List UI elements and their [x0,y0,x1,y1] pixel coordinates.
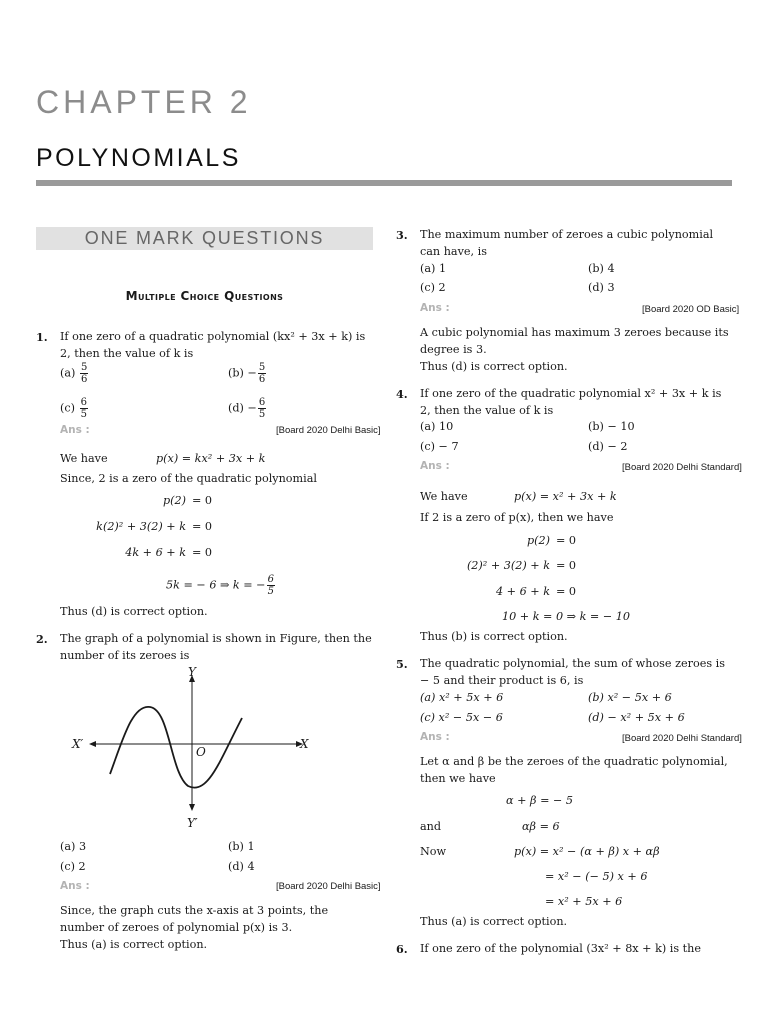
denominator: 5 [267,586,274,597]
option-a: (a) 10 [420,420,454,433]
solution-text: If 2 is a zero of p(x), then we have [420,511,614,524]
solution-now: Now [420,845,447,858]
numerator: 5 [80,362,88,373]
option-a: (a) 1 [420,262,447,275]
chapter-title: POLYNOMIALS [36,144,241,172]
solution-rhs: = 0 [556,559,577,572]
option-c: (c) 2 [60,860,86,873]
section-banner: ONE MARK QUESTIONS [36,227,373,250]
source-tag: [Board 2020 OD Basic] [642,304,740,315]
ans-label: Ans : [420,460,450,472]
solution-line: 10 + k = 0 ⇒ k = − 10 [502,610,631,623]
solution-we-have: We have [420,490,468,503]
sign: − [247,366,257,380]
numerator: 5 [258,362,266,373]
solution-lhs: p(2) [526,534,550,547]
denominator: 6 [258,374,266,385]
ans-label: Ans : [420,731,450,743]
question-number: 3. [396,228,408,242]
option-label: (d) [228,401,244,415]
question-text: If one zero of the quadratic polynomial x² + 3x + k is 2, then the value of k is [420,387,722,417]
solution-equation: p(x) = x² + 3x + k [514,490,617,503]
source-tag: [Board 2020 Delhi Standard] [622,733,742,744]
option-label: (b) [228,366,244,380]
sign: − [247,401,257,415]
fraction [258,397,266,420]
polynomial-graph [60,662,330,834]
polynomial-curve [110,707,242,788]
option-d: (d) − 2 [588,440,628,453]
option-a [60,362,89,385]
solution-rhs: = 0 [192,494,213,507]
question-number: 4. [396,387,408,401]
option-d: (d) 3 [588,281,615,294]
solution-expression: 5k = − 6 ⇒ k = − [166,578,266,592]
subsection-heading: Multiple Choice Questions [125,289,284,303]
solution-line [166,574,276,597]
solution-text: A cubic polynomial has maximum 3 zeroes because its degree is 3. [420,326,729,356]
numerator: 6 [267,574,274,585]
numerator: 6 [80,397,87,408]
solution-lhs: (2)² + 3(2) + k [466,559,550,572]
solution-text: Since, the graph cuts the x-axis at 3 points, the number of zeroes of polynomial p(x) is 3. [60,904,329,934]
denominator: 5 [80,409,87,420]
option-b: (b) x² − 5x + 6 [588,691,672,704]
question-number: 1. [36,330,48,344]
title-divider [36,180,732,186]
solution-rhs: = 0 [192,520,213,533]
fraction [80,397,88,420]
fraction [258,362,266,385]
question-number: 2. [36,632,48,646]
solution-equation: p(x) = kx² + 3x + k [156,452,266,465]
solution-rhs: = 0 [556,585,577,598]
solution-conclusion: Thus (a) is correct option. [420,915,568,928]
question-text: If one zero of the polynomial (3x² + 8x + k) is the [420,942,701,955]
option-d [228,397,267,420]
solution-line: p(x) = x² − (α + β) x + αβ [514,845,660,858]
solution-conclusion: Thus (b) is correct option. [420,630,568,643]
question-text: The graph of a polynomial is shown in Figure, then the number of its zeroes is [60,632,372,662]
source-tag: [Board 2020 Delhi Standard] [622,462,742,473]
ans-label: Ans : [60,424,90,436]
option-a: (a) x² + 5x + 6 [420,691,504,704]
option-label: (a) [60,366,76,380]
solution-we-have: We have [60,452,108,465]
solution-conclusion: Thus (d) is correct option. [60,605,208,618]
option-label: (c) [60,401,75,415]
option-b: (b) 1 [228,840,255,853]
source-tag: [Board 2020 Delhi Basic] [276,881,381,892]
solution-lhs: k(2)² + 3(2) + k [96,520,186,533]
chapter-label: CHAPTER 2 [36,84,252,120]
solution-text: Since, 2 is a zero of the quadratic polynomial [60,472,317,485]
option-b: (b) 4 [588,262,615,275]
solution-line: α + β = − 5 [506,794,574,807]
option-c: (c) x² − 5x − 6 [420,711,503,724]
question-number: 5. [396,657,408,671]
x-axis-arrow [89,741,96,747]
solution-and: and [420,820,442,833]
origin-label: O [196,745,206,759]
x-axis-neg-label: X′ [72,737,84,751]
solution-rhs: = 0 [556,534,577,547]
solution-line: αβ = 6 [522,820,560,833]
option-d: (d) − x² + 5x + 6 [588,711,685,724]
solution-lhs: 4k + 6 + k [125,546,186,559]
fraction [80,362,88,385]
y-axis-arrow [189,804,195,811]
question-number: 6. [396,942,408,956]
y-axis-neg-label: Y′ [187,816,198,830]
solution-lhs: 4 + 6 + k [496,585,550,598]
solution-text: Let α and β be the zeroes of the quadratic polynomial, then we have [420,755,728,785]
source-tag: [Board 2020 Delhi Basic] [276,425,381,436]
option-d: (d) 4 [228,860,255,873]
solution-lhs: p(2) [162,494,186,507]
option-c [60,397,89,420]
question-text: The quadratic polynomial, the sum of whose zeroes is − 5 and their product is 6, is [420,657,725,687]
y-axis-label: Y [188,665,196,679]
denominator: 6 [80,374,88,385]
option-b [228,362,267,385]
numerator: 6 [258,397,266,408]
option-c: (c) − 7 [420,440,459,453]
denominator: 5 [258,409,266,420]
solution-line: = x² − (− 5) x + 6 [545,870,648,883]
solution-rhs: = 0 [192,546,213,559]
ans-label: Ans : [60,880,90,892]
solution-line: = x² + 5x + 6 [545,895,623,908]
fraction [267,574,275,597]
ans-label: Ans : [420,302,450,314]
option-b: (b) − 10 [588,420,635,433]
option-c: (c) 2 [420,281,446,294]
solution-conclusion: Thus (d) is correct option. [420,360,568,373]
x-axis-label: X [300,737,309,751]
question-text: If one zero of a quadratic polynomial (kx² + 3x + k) is 2, then the value of k is [60,330,366,360]
option-a: (a) 3 [60,840,87,853]
question-text: The maximum number of zeroes a cubic polynomial can have, is [420,228,714,258]
solution-conclusion: Thus (a) is correct option. [60,938,208,951]
